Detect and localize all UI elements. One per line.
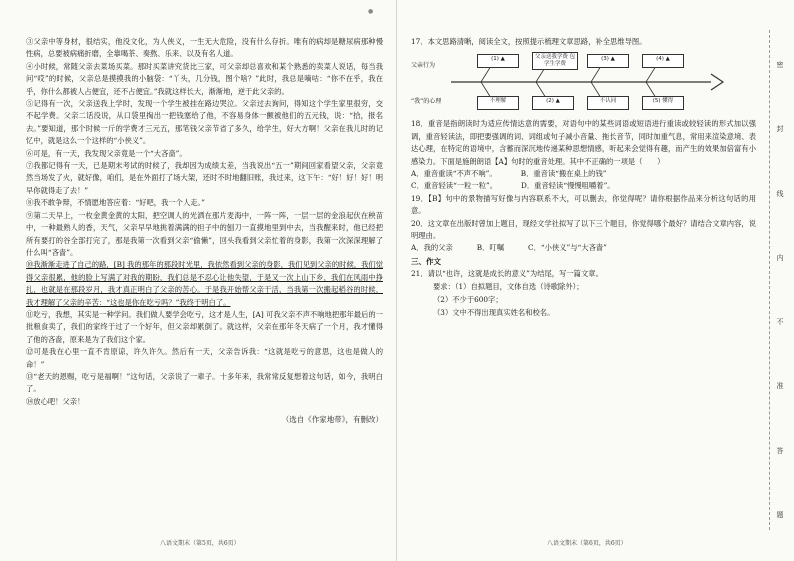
requirement-3: （3）文中不得出现真实姓名和校名。 xyxy=(433,308,555,318)
map-box-4: (4) ▲ xyxy=(642,54,684,68)
requirement-2: （2）不少于600字； xyxy=(433,295,503,305)
seal-line-notice xyxy=(772,60,788,520)
page-footer-left: 八语文期末（第5页，共6页） xyxy=(160,540,240,547)
requirement-1: 要求：（1）自拟题目，文体自选（诗歌除外）； xyxy=(433,282,584,292)
map-box-not-understand: 不理解 xyxy=(477,96,519,110)
q18-options-row1 xyxy=(411,168,756,180)
question-21: 21．请以“也许，这就是成长的意义”为结尾，写一篇文章。 xyxy=(411,268,603,278)
paragraph-13: ⑬“老天的恩赐，吃亏是福啊！”这句话，父亲说了一辈子。十多年来，我常常反复想着这句话，如今，我明白了。 xyxy=(26,371,383,394)
seal-dashed-line xyxy=(769,30,770,530)
map-box-3: (3) ▲ xyxy=(587,54,629,68)
map-box-1: (1) ▲ xyxy=(477,54,519,68)
right-page xyxy=(397,0,794,561)
q20-option-c: C．“小侠义”与“大吝啬” xyxy=(528,243,607,253)
q18-option-c: C．重音轻读“一粒一粒”。 xyxy=(411,181,498,191)
seal-char-7: 答 xyxy=(776,446,784,455)
paragraph-8: ⑧我不敢争辩，不情愿地答应着：“好吧，我一个人走。” xyxy=(26,198,205,208)
q20-options xyxy=(411,242,756,254)
seal-char-4: 内 xyxy=(776,253,784,262)
paragraph-6: ⑥可是，有一天，我发现父亲竟是一个“大吝啬”。 xyxy=(26,148,187,158)
q18-option-d: D．重音轻读“慢慢咀嚼着”。 xyxy=(521,181,615,191)
label-father-behavior: 父亲行为 xyxy=(411,62,436,70)
source-citation: （选自《作家地带》，有删改） xyxy=(281,415,383,425)
question-20: 20．这文章在出版时曾加上题目，现经文学社拟写了以下三个题目，你觉得哪个最好？请结合文章内容，说明理由。 xyxy=(411,218,756,241)
paragraph-7: ⑦我都记得有一天，已是期末考试的时候了，我却因为成绩太差，当我说出“五一”期间回家看望父亲，父亲竟然当场发了火，就好像，咱们，是在外面打了场大架，还时不时地翻旧账，我过来，这下午：“好！好！好！明早你就得走了去！” xyxy=(26,161,383,195)
seal-char-5: 不 xyxy=(776,318,784,327)
page-mark: ● xyxy=(368,8,374,15)
paragraph-14: ⑭放心吧！父亲！ xyxy=(26,396,85,406)
paragraph-12: ⑫可是我在心里一直不肯原谅，许久许久。然后有一天，父亲告诉我：“这就是吃亏的意思，这也是做人的命！” xyxy=(26,347,383,369)
seal-char-1: 密 xyxy=(776,61,784,69)
q18-option-b: B．重音读“搬在桌上的钱” xyxy=(520,169,607,179)
section-composition: 三、作文 xyxy=(411,256,441,266)
q18-option-a: A．重音重读“不声不响”。 xyxy=(411,169,497,179)
paragraph-5: ⑤记得有一次，父亲送我上学时，发现一个学生被挂在路边哭泣。父亲过去询问，得知这个学生家里很穷，交不起学费。父亲二话没说，从口袋里掏出一把钱塞给了他，不容易身体一颤被他们的五元钱，说：“拾，报名去。”要知道，那个时候一斤的学费才三元五，那笔钱父亲节省了多久，给学生，好大方啊！父亲在我儿时的记忆中，就是这么一个这样的“小侠义”。 xyxy=(26,99,383,146)
page-footer-right: 八语文期末（第6页，共6页） xyxy=(547,540,627,547)
paragraph-10: ⑩我渐渐走进了自己的路，[B] 我的那年的那段时光里，我依然看到父亲的身影，我们见到父亲的时候，我们觉得父亲很累，他的脸上写满了对我的期盼，我们总是不忍心让他失望，于是又一次上山下乡，我们在风雨中挣扎，也就是在那段岁月，我才真正明白了父亲的苦心。于是我开始帮父亲干活，当我第一次搬起稻谷的时候，我才理解了父亲的辛苦：“这也是你在吃亏吗？”我终于明白了。 xyxy=(26,260,383,307)
mind-map-diagram xyxy=(411,52,756,112)
map-box-2: (2) ▲ xyxy=(532,96,574,110)
label-my-mind: “我”的心理 xyxy=(411,98,442,106)
map-box-tuition: 父亲送我学费 包学生学费 xyxy=(532,52,578,70)
seal-char-3: 线 xyxy=(776,189,784,198)
map-box-5: (5) 懂得 xyxy=(642,96,684,110)
paragraph-9: ⑨第二天早上，一枚金黄金黄的太阳，把空调人的光洒在那片麦海中，一阵一阵，一层一层的金浪起伏在秧苗中，一种最熟人的香，天气，父亲早早地挑着满满的担子中的刨刀一直摸地里到中去，当我醒来时，他已经把所有要打的谷全部打完了，那是我第一次看到父亲“偷懒”，回头我看到父亲忙着的身影，我第一次深深理解了什么叫“吝啬”。 xyxy=(26,210,383,257)
q20-option-b: B．叮嘱 xyxy=(476,243,505,253)
question-17: 17．本文思路清晰，阅读全文，按照提示梳理文章思路，补全思维导图。 xyxy=(411,37,647,46)
paragraph-4: ④小时候，常随父亲去菜场买菜。那时买菜讲究货比三家，可父亲却总喜欢和某个熟悉的卖菜人说话，每当我问“哎”的时候，父亲总是摸摸我的小脑袋：“丫头，几分钱，图个啥？”此时，我总是嘀咕：“你不在乎，我在乎，你什么都被人占便宜，还不占便宜。”我就这样长大，渐渐地，逆于此父亲的。 xyxy=(26,61,383,96)
seal-char-2: 封 xyxy=(776,125,784,134)
q20-option-a: A．我的父亲 xyxy=(411,243,453,253)
seal-char-8: 题 xyxy=(776,510,784,519)
map-box-disagree: 不认同 xyxy=(587,96,629,110)
question-19: 19．【B】句中的景物描写好像与内容联系不大，可以删去，你觉得呢？请你根据作品来分析这句话的用意。 xyxy=(411,193,756,216)
question-18: 18．重音是指朗读时为适应传情达意的需要，对语句中的某些词语或短语进行重读或较轻读的形式加以强调，重音轻读法，即把要强调的词、词组或句子减小音量、拖长音节，同时加重气息，常用来渲染意境、表达心理，在特定的语境中，含蓄而深沉地传递某种思想情感，听起来会觉得有趣，而产生的效果加倍富有小感染力。下面是施朗朗语【A】句时的重音处理。其中不正确的一项是（ ） xyxy=(411,119,756,166)
paragraph-11: ⑪吃亏，我想，其实是一种学问。我们做人要学会吃亏，这才是人生，[A] 可我父亲不声不响地把那年最后的一批粮食卖了，我们的家终于过了一个好年，但父亲却累倒了。就这样，父亲在那年冬天病了一个月，我才懂得了他的吝啬，原来是为了我们这个家。 xyxy=(26,309,383,344)
paragraph-3: ③父亲中等身材，很结实，他没文化，为人侠义，一生无大危险，没有什么存折。唯有的病却是糖尿病那种慢性病，总要被病痛折磨，全靠喝茶、奏熬、乐来、以及有名人道。 xyxy=(26,37,383,59)
seal-char-6: 准 xyxy=(776,382,784,391)
q18-options-row2 xyxy=(411,180,756,192)
